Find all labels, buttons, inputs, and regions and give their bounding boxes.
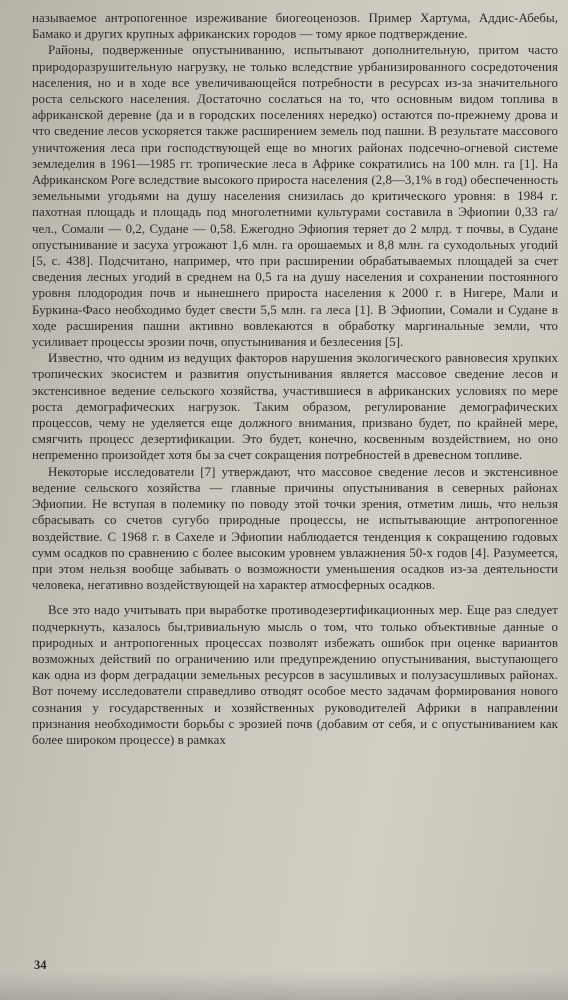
paragraph-continuation: называемое антропогенное изреживание биогеоценозов. Пример Хартума, Аддис-Абебы, Бамако и других крупных африканских городов — тому яркое подтверждение. (32, 11, 558, 42)
body-text (32, 10, 558, 748)
page-bottom-edge (0, 972, 568, 1000)
paragraph-ecological-balance: Известно, что одним из ведущих факторов нарушения экологического равновесия хрупких тропических экосистем и развития опустынивания является массовое сведение лесов и экстенсивное ведение сельского хозяйства, участившиеся в африканских условиях по мере роста демографических нагрузок. Таким образом, регулирование демографических процессов, чему не уделяется еще должного внимания, призвано будет, по крайней мере, смягчить процесс дезертификации. Это будет, конечно, косвенным воздействием, но оно непременно произойдет хотя бы за счет сокращения потребностей в древесном топливе. (32, 351, 558, 463)
paragraph-population-pressure: Районы, подверженные опустыниванию, испытывают дополнительную, притом часто природоразрушительную нагрузку, не только вследствие урбанизированного сосредоточения населения, но и в ходе все увеличивающейся потребности в ресурсах из-за значительного роста сельского населения. Достаточно сослаться на то, что основным видом топлива в африканской деревне (да и в городских поселениях нередко) остаются по-прежнему дрова и что сведение лесов ускоряется также расширением земель под пашни. В результате массового уничтожения леса при господствующей еще во многих районах подсечно-огневой системе земледелия в 1961—1985 гг. тропические леса в Африке сократились на 100 млн. га [1]. На Африканском Роге вследствие высокого прироста населения (2,8—3,1% в год) обеспеченность земельными угодьями на душу населения снизилась до критического уровня: в 1984 г. пахотная площадь и площадь под многолетними культурами составила в Эфиопии 0,33 га/чел., Сомали — 0,2, Судане — 0,58. Ежегодно Эфиопия теряет до 2 млрд. т почвы, в Судане опустынивание и засуха угрожают 1,6 млн. га орошаемых и 8,8 млн. га суходольных угодий [5, с. 438]. Подсчитано, например, что при расширении обрабатываемых площадей за счет сведения лесных угодий в среднем на 0,5 га на душу населения и сохранении постоянного уровня плодородия почв и нынешнего прироста населения к 2000 г. в Нигере, Мали и Буркина-Фасо необходимо будет свести 5,5 млн. га леса [1]. В Эфиопии, Сомали и Судане в ходе расширения пашни активно вовлекаются в обработку маргинальные земли, что усиливает процессы эрозии почв, опустынивания и безлесения [5]. (32, 43, 558, 350)
paragraph-researchers: Некоторые исследователи [7] утверждают, что массовое сведение лесов и экстенсивное ведение сельского хозяйства — главные причины опустынивания в северных районах Эфиопии. Не вступая в полемику по поводу этой точки зрения, отметим лишь, что нельзя сбрасывать со счетов сугубо природные процессы, не испытывающие антропогенное воздействие. С 1968 г. в Сахеле и Эфиопии наблюдается тенденция к сокращению годовых сумм осадков по сравнению с более высоким уровнем увлажнения 50-х годов [4]. Разумеется, при этом нельзя вообще забывать о возможности уменьшения осадков из-за деятельности человека, негативно воздействующей на характер атмосферных осадков. (32, 464, 558, 593)
paragraph-measures: Все это надо учитывать при выработке противодезертификационных мер. Еще раз следует подчеркнуть, казалось бы,тривиальную мысль о том, что только объективные данные о природных и антропогенных процессах позволят избежать ошибок при оценке вариантов возможных действий по ограничению или предупреждению опустынивания, выступающего как одна из форм деградации земельных ресурсов в засушливых и полузасушливых районах. Вот почему исследователи справедливо отводят особое место задачам формирования нового сознания у государственных и хозяйственных руководителей Африки в направлении признания необходимости борьбы с эрозией почв (добавим от себя, и с опустыниванием как более широком процессе) в рамках (32, 603, 558, 747)
page-number: 34 (34, 958, 47, 972)
